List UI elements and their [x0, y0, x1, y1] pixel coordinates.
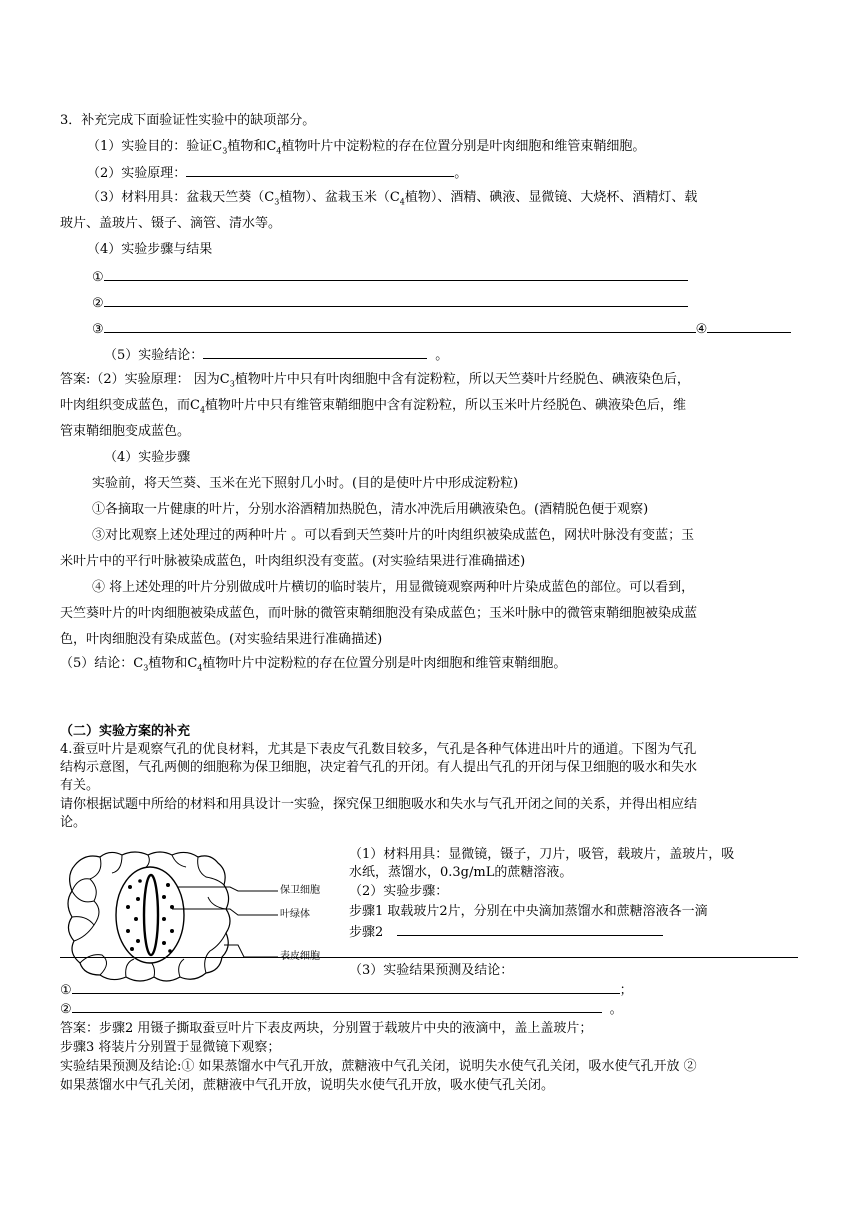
q4-line5: 论。 [60, 815, 87, 830]
q3-principle [87, 164, 467, 182]
q3-blank-2 [92, 294, 688, 312]
q4-step2-label: 步骤2 [349, 925, 384, 940]
circled-2: ② [92, 296, 104, 311]
blank-line-2[interactable] [104, 294, 688, 307]
q4-materials-1: （1）材料用具：显微镜，镊子，刀片，吸管，载玻片，盖玻片，吸 [349, 847, 735, 862]
conclusion-blank[interactable] [203, 346, 427, 359]
result-blank-line-1[interactable] [72, 981, 620, 994]
q4-blank2-end: 。 [609, 1002, 623, 1017]
leader-line-epidermal-cell [224, 945, 278, 957]
stomata-diagram-svg [60, 845, 360, 987]
answer3-step0: 实验前，将天竺葵、玉米在光下照射几小时。(目的是使叶片中形成淀粉粒) [92, 476, 519, 491]
subscript-4: 4 [399, 197, 405, 207]
principle-blank[interactable] [186, 164, 454, 177]
subscript-3: 3 [222, 146, 228, 156]
q4-line3: 有关。 [60, 778, 100, 793]
q4-blank1-end: ； [619, 983, 633, 998]
result-blank-line-2[interactable] [72, 1000, 602, 1013]
q4-materials-2: 水纸，蒸馏水，0.3g/mL的蔗糖溶液。 [349, 865, 573, 880]
q3-principle-end: 。 [454, 166, 468, 181]
answer3-step4-c: 色，叶肉细胞没有染成蓝色。(对实验结果进行准确描述) [60, 632, 383, 647]
answer3-conclusion [60, 656, 566, 672]
q3-steps-label: （4）实验步骤与结果 [87, 242, 213, 257]
q3-purpose-text-a: （1）实验目的：验证C [87, 139, 223, 154]
answer4-line4: 如果蒸馏水中气孔关闭，蔗糖液中气孔开放，说明失水使气孔开放，吸水使气孔关闭。 [60, 1078, 555, 1093]
answer3-steps-label: （4）实验步骤 [104, 450, 191, 465]
q3-materials-text-c: 植物）、酒精、碘液、显微镜、大烧杯、酒精灯、载 [404, 190, 698, 205]
answer3-line3: 管束鞘细胞变成蓝色。 [60, 424, 191, 439]
answer3-line1 [60, 372, 690, 388]
circled-1: ① [92, 270, 104, 285]
answer3-line2 [60, 398, 686, 414]
circled-1: ① [60, 983, 72, 998]
answer3-line1-a: 答案:（2）实验原理： 因为C [60, 372, 230, 387]
q3-materials-line2: 玻片、盖玻片、镊子、滴管、清水等。 [60, 216, 282, 231]
stoma-pore [144, 875, 158, 955]
q3-conclusion-label: （5）实验结论： [104, 348, 204, 363]
q3-materials [87, 190, 697, 206]
circled-4: ④ [695, 322, 708, 337]
step2-blank[interactable] [397, 923, 663, 936]
q4-line4: 请你根据试题中所给的材料和用具设计一实验，探究保卫细胞吸水和失水与气孔开闭之间的关系，并得出相应结 [60, 797, 698, 812]
blank-line-3[interactable] [104, 320, 696, 333]
answer3-line2-b: 植物叶片中只有维管束鞘细胞中含有淀粉粒，所以玉米叶片经脱色、碘液染色后，维 [205, 398, 687, 413]
q3-conclusion-end: 。 [435, 348, 449, 363]
q3-materials-text-a: （3）材料用具：盆栽天竺葵（C [87, 190, 275, 205]
answer3-step1: ①各摘取一片健康的叶片，分别水浴酒精加热脱色，清水冲洗后用碘液染色。(酒精脱色便于观察) [92, 502, 649, 517]
q4-line1: 4.蚕豆叶片是观察气孔的优良材料，尤其是下表皮气孔数目较多，气孔是各种气体进出叶片的通道。下图为气孔 [60, 742, 697, 757]
answer3-concl-b: 植物和C [148, 656, 198, 671]
subscript-3: 3 [143, 663, 149, 673]
answer3-line1-b: 植物叶片中只有叶肉细胞中含有淀粉粒，所以天竺葵叶片经脱色、碘液染色后， [234, 372, 690, 387]
answer3-concl-a: （5）结论：C [60, 656, 144, 671]
answer3-concl-c: 植物叶片中淀粉粒的存在位置分别是叶肉细胞和维管束鞘细胞。 [202, 656, 567, 671]
subscript-4: 4 [276, 146, 282, 156]
answer4-line2: 步骤3 将装片分别置于显微镜下观察； [60, 1040, 281, 1055]
label-epidermal-cell: 表皮细胞 [280, 951, 320, 962]
answer3-step4-b: 天竺葵叶片的叶肉细胞被染成蓝色，而叶脉的微管束鞘细胞没有染成蓝色；玉米叶脉中的微管束鞘细胞被染成蓝 [60, 606, 698, 621]
q3-blank-1 [92, 268, 688, 286]
answer4-line3: 实验结果预测及结论:① 如果蒸馏水中气孔开放，蔗糖液中气孔关闭，说明失水使气孔关闭，吸水使气孔开放 ② [60, 1059, 697, 1074]
q4-step1: 步骤1 取载玻片2片，分别在中央滴加蒸馏水和蔗糖溶液各一滴 [349, 904, 708, 919]
answer4-line1: 答案：步骤2 用镊子撕取蚕豆叶片下表皮两块，分别置于载玻片中央的液滴中，盖上盖玻片； [60, 1021, 593, 1036]
q3-principle-label: （2）实验原理： [87, 166, 187, 181]
q4-result-label: （3）实验结果预测及结论： [349, 963, 514, 978]
subscript-3: 3 [229, 379, 235, 389]
q4-step2 [349, 923, 663, 941]
circled-2: ② [60, 1002, 72, 1017]
q4-result-blank-1 [60, 981, 633, 999]
label-chloroplast: 叶绿体 [280, 909, 310, 920]
subscript-4: 4 [199, 405, 206, 415]
q3-purpose-text-c: 植物叶片中淀粉粒的存在位置分别是叶肉细胞和维管束鞘细胞。 [281, 139, 646, 154]
answer3-line2-a: 叶肉组织变成蓝色，而C [60, 398, 200, 413]
q3-purpose-text-b: 植物和C [227, 139, 277, 154]
section2-heading: （二）实验方案的补充 [60, 724, 191, 739]
subscript-3: 3 [274, 197, 280, 207]
q3-title: 3．补充完成下面验证性实验中的缺项部分。 [60, 113, 316, 128]
answer3-step4-a: ④ 将上述处理的叶片分别做成叶片横切的临时装片，用显微镜观察两种叶片染成蓝色的部位。可以看到， [92, 580, 695, 595]
subscript-4: 4 [197, 663, 203, 673]
answer3-step3-b: 米叶片中的平行叶脉被染成蓝色，叶肉组织没有变蓝。(对实验结果进行准确描述) [60, 554, 526, 569]
stomata-diagram [60, 845, 360, 987]
q3-purpose [87, 139, 645, 155]
q4-line2: 结构示意图，气孔两侧的细胞称为保卫细胞，决定着气孔的开闭。有人提出气孔的开闭与保卫细胞的吸水和失水 [60, 760, 698, 775]
q3-materials-text-b: 植物）、盆栽玉米（C [279, 190, 400, 205]
q3-conclusion [104, 346, 448, 364]
blank-line-4[interactable] [707, 320, 791, 333]
q3-blank-3 [92, 320, 791, 338]
q4-steps-label: （2）实验步骤： [349, 884, 449, 899]
blank-line-1[interactable] [104, 268, 688, 281]
q4-result-blank-2 [60, 1000, 623, 1018]
label-guard-cell: 保卫细胞 [280, 885, 320, 896]
circled-3: ③ [92, 322, 104, 337]
step2-continuation-blank[interactable] [60, 957, 798, 958]
answer3-step3-a: ③对比观察上述处理过的两种叶片 。可以看到天竺葵叶片的叶肉组织被染成蓝色，网状叶脉没有变蓝；玉 [92, 528, 695, 543]
